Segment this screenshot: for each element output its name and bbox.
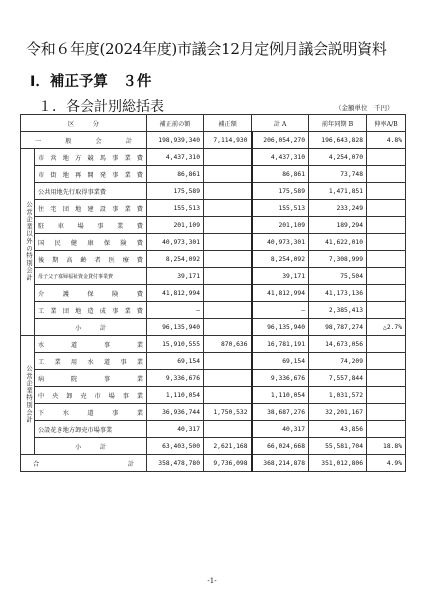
row-label: 病院事業 — [35, 370, 147, 387]
cell-total: 96,135,940 — [252, 319, 309, 336]
cell-total: 175,589 — [252, 183, 309, 200]
group2-subtotal-row — [21, 438, 406, 455]
cell-hosei — [204, 251, 252, 268]
cell-hosei — [204, 234, 252, 251]
cell-before: 4,437,310 — [147, 149, 204, 166]
cell-total: 66,024,668 — [252, 438, 309, 455]
cell-prev: 73,748 — [309, 166, 367, 183]
row-label: 中央卸売市場事業 — [35, 387, 147, 404]
unit-note: （金額単位 千円） — [335, 104, 394, 112]
cell-rate: 4.9% — [367, 455, 406, 472]
cell-total: 69,154 — [252, 353, 309, 370]
cell-before: 15,910,555 — [147, 336, 204, 353]
general-account-row — [21, 132, 406, 149]
cell-rate — [367, 149, 406, 166]
table-row — [21, 421, 406, 438]
cell-rate — [367, 183, 406, 200]
grand-total-label: 合 計 — [21, 455, 147, 472]
table-row — [21, 183, 406, 200]
table-title: １．各会計別総括表 — [38, 99, 164, 115]
row-label: 国民健康保険費 — [35, 234, 147, 251]
grand-total-row — [21, 455, 406, 472]
cell-total: 39,171 — [252, 268, 309, 285]
cell-hosei — [204, 268, 252, 285]
cell-hosei: 2,621,168 — [204, 438, 252, 455]
cell-rate — [367, 200, 406, 217]
cell-total: 4,437,310 — [252, 149, 309, 166]
section-title: Ⅰ．補正予算 ３件 — [30, 74, 152, 90]
row-label: 駐車場事業費 — [35, 217, 147, 234]
cell-prev: 14,673,056 — [309, 336, 367, 353]
page-number: -1- — [207, 577, 217, 585]
cell-rate — [367, 251, 406, 268]
cell-prev: 43,856 — [309, 421, 367, 438]
header-prev: 前年同期 B — [309, 115, 367, 132]
cell-before: 155,513 — [147, 200, 204, 217]
cell-hosei: 7,114,930 — [204, 132, 252, 149]
cell-prev: 41,173,136 — [309, 285, 367, 302]
row-label: 水道事業 — [35, 336, 147, 353]
cell-total: 38,687,276 — [252, 404, 309, 421]
cell-rate — [367, 336, 406, 353]
table-row — [21, 149, 406, 166]
row-label: 工業用水道事業 — [35, 353, 147, 370]
header-hosei: 補正額 — [204, 115, 252, 132]
cell-before: 69,154 — [147, 353, 204, 370]
group1-label: 公営企業以外の特別会計 — [25, 200, 32, 282]
header-kubun: 区 分 — [21, 115, 147, 132]
cell-total: 8,254,092 — [252, 251, 309, 268]
header-row — [21, 115, 406, 132]
cell-rate — [367, 302, 406, 319]
table-row — [21, 251, 406, 268]
row-label: 公共用地先行取得事業費 — [35, 183, 147, 200]
row-label: 工業団地造成事業費 — [35, 302, 147, 319]
table-row — [21, 268, 406, 285]
cell-prev: 1,031,572 — [309, 387, 367, 404]
cell-hosei: 1,750,532 — [204, 404, 252, 421]
table-row — [21, 285, 406, 302]
row-label: 母子父子寡婦福祉資金貸付事業費 — [35, 268, 147, 285]
row-label: 公設花き地方卸売市場事業 — [35, 421, 147, 438]
row-label: 市営地方競馬事業費 — [35, 149, 147, 166]
cell-rate — [367, 285, 406, 302]
cell-before: 86,861 — [147, 166, 204, 183]
document-title: 令和６年度(2024年度)市議会12月定例月議会説明資料 — [26, 40, 387, 58]
header-rate: 伸率A/B — [367, 115, 406, 132]
cell-rate: △2.7% — [367, 319, 406, 336]
cell-hosei — [204, 387, 252, 404]
cell-before: 63,403,500 — [147, 438, 204, 455]
subtotal-label: 小 計 — [35, 438, 147, 455]
table-row — [21, 166, 406, 183]
group2-label-cell — [21, 336, 35, 455]
cell-prev: 196,643,828 — [309, 132, 367, 149]
row-label: 市街地再開発事業費 — [35, 166, 147, 183]
cell-before: 40,317 — [147, 421, 204, 438]
cell-prev: 98,787,274 — [309, 319, 367, 336]
cell-total: 16,781,191 — [252, 336, 309, 353]
cell-rate: 18.8% — [367, 438, 406, 455]
cell-total: — — [252, 302, 309, 319]
cell-hosei — [204, 285, 252, 302]
table-row — [21, 200, 406, 217]
cell-before: 40,973,301 — [147, 234, 204, 251]
table-row — [21, 370, 406, 387]
group2-label: 公営企業特別会計 — [25, 364, 32, 424]
cell-total: 40,973,301 — [252, 234, 309, 251]
cell-rate: 4.8% — [367, 132, 406, 149]
header-before: 補正前の額 — [147, 115, 204, 132]
cell-prev: 233,249 — [309, 200, 367, 217]
table-row — [21, 302, 406, 319]
cell-before: 358,478,780 — [147, 455, 204, 472]
group1-label-cell — [21, 149, 35, 336]
group1-subtotal-row — [21, 319, 406, 336]
table-row — [21, 234, 406, 251]
cell-before: 1,110,054 — [147, 387, 204, 404]
cell-hosei — [204, 183, 252, 200]
row-label: 介護保険費 — [35, 285, 147, 302]
cell-hosei — [204, 370, 252, 387]
row-label: 住宅団地建設事業費 — [35, 200, 147, 217]
cell-prev: 7,557,844 — [309, 370, 367, 387]
cell-prev: 75,504 — [309, 268, 367, 285]
cell-prev: 7,308,999 — [309, 251, 367, 268]
cell-prev: 189,294 — [309, 217, 367, 234]
cell-hosei — [204, 421, 252, 438]
cell-total: 201,109 — [252, 217, 309, 234]
cell-rate — [367, 234, 406, 251]
cell-before: 9,336,676 — [147, 370, 204, 387]
cell-prev: 41,622,010 — [309, 234, 367, 251]
cell-prev: 2,385,413 — [309, 302, 367, 319]
cell-rate — [367, 166, 406, 183]
cell-before: 175,589 — [147, 183, 204, 200]
cell-rate — [367, 217, 406, 234]
cell-total: 86,861 — [252, 166, 309, 183]
cell-prev: 351,012,806 — [309, 455, 367, 472]
cell-before: — — [147, 302, 204, 319]
cell-before: 8,254,092 — [147, 251, 204, 268]
cell-prev: 1,471,851 — [309, 183, 367, 200]
table-row — [21, 336, 406, 353]
cell-hosei — [204, 302, 252, 319]
table-row — [21, 404, 406, 421]
cell-prev: 74,209 — [309, 353, 367, 370]
subtotal-label: 小 計 — [35, 319, 147, 336]
cell-total: 155,513 — [252, 200, 309, 217]
cell-prev: 4,254,070 — [309, 149, 367, 166]
cell-total: 368,214,878 — [252, 455, 309, 472]
cell-hosei: 9,736,098 — [204, 455, 252, 472]
cell-rate — [367, 421, 406, 438]
cell-before: 96,135,940 — [147, 319, 204, 336]
cell-rate — [367, 353, 406, 370]
cell-hosei: 870,636 — [204, 336, 252, 353]
cell-hosei — [204, 319, 252, 336]
cell-total: 41,812,994 — [252, 285, 309, 302]
cell-rate — [367, 404, 406, 421]
cell-before: 41,812,994 — [147, 285, 204, 302]
cell-total: 1,110,054 — [252, 387, 309, 404]
cell-hosei — [204, 149, 252, 166]
cell-before: 198,939,340 — [147, 132, 204, 149]
cell-rate — [367, 370, 406, 387]
cell-before: 39,171 — [147, 268, 204, 285]
table-row — [21, 217, 406, 234]
cell-rate — [367, 268, 406, 285]
row-label: 下水道事業 — [35, 404, 147, 421]
table-row — [21, 353, 406, 370]
cell-total: 206,054,270 — [252, 132, 309, 149]
cell-before: 201,109 — [147, 217, 204, 234]
cell-hosei — [204, 217, 252, 234]
cell-hosei — [204, 200, 252, 217]
cell-prev: 32,201,167 — [309, 404, 367, 421]
cell-total: 9,336,676 — [252, 370, 309, 387]
budget-summary-table — [20, 114, 406, 472]
cell-total: 40,317 — [252, 421, 309, 438]
cell-hosei — [204, 166, 252, 183]
cell-rate — [367, 387, 406, 404]
cell-before: 36,936,744 — [147, 404, 204, 421]
table-row — [21, 387, 406, 404]
cell-hosei — [204, 353, 252, 370]
general-account-label: 一 般 会 計 — [21, 132, 147, 149]
header-total: 計 A — [252, 115, 309, 132]
row-label: 後期高齢者医療費 — [35, 251, 147, 268]
cell-prev: 55,581,704 — [309, 438, 367, 455]
